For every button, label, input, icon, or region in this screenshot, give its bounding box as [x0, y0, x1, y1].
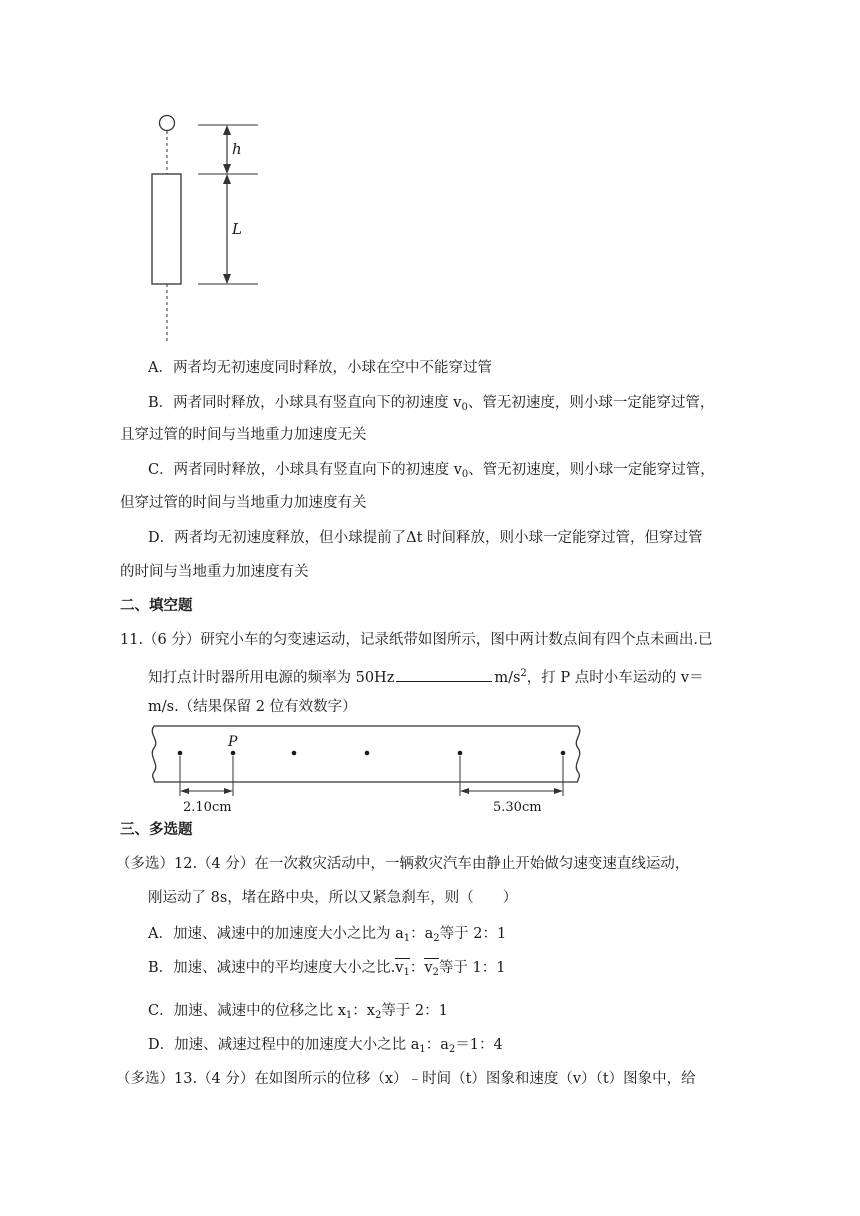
q12-line2: 刚运动了 8s，堵在路中央，所以又紧急刹车，则（ ）: [148, 890, 518, 906]
q10-option-d-line1: D．两者均无初速度释放，但小球提前了Δt 时间释放，则小球一定能穿过管，但穿过管: [148, 530, 703, 546]
q10-option-d-line2: 的时间与当地重力加速度有关: [120, 564, 309, 580]
tape-dot-4: [365, 751, 370, 756]
dist-left-label: 2.10cm: [183, 800, 232, 815]
q10-option-a: A．两者均无初速度同时释放，小球在空中不能穿过管: [148, 360, 492, 376]
tape-dot-p: [231, 751, 236, 756]
q12-line1: （多选）12.（4 分）在一次救灾活动中，一辆救灾汽车由静止开始做匀速变速直线运动，: [116, 856, 690, 872]
label-l: L: [232, 220, 242, 238]
q10-option-c-line1: C．两者同时释放，小球具有竖直向下的初速度 $v_0$、管无初速度，则小球一定能穿过管，: [148, 462, 715, 480]
tape-dot-1: [178, 751, 183, 756]
q13-line1: （多选）13.（4 分）在如图所示的位移（x）﹣时间（t）图象和速度（v）（t）图象中，给: [116, 1071, 696, 1087]
section-2-title: 二、填空题: [120, 598, 193, 614]
q10-option-b-line1: B．两者同时释放，小球具有竖直向下的初速度 $v_0$、管无初速度，则小球一定能穿过管，: [148, 395, 715, 413]
q12-option-c: C．加速、减速中的位移之比 $x_1$：$x_2$等于 2：1: [148, 1003, 448, 1021]
ball: [160, 116, 175, 131]
label-h: h: [232, 140, 242, 158]
section-3-title: 三、多选题: [120, 822, 193, 838]
q11-answer-blank[interactable]: [396, 667, 492, 682]
dist-right-label: 5.30cm: [493, 800, 542, 815]
ball-tube-figure: [140, 110, 270, 345]
q12-option-d: D．加速、减速过程中的加速度大小之比 $a_1$：$a_2=1$：4: [148, 1037, 503, 1055]
tape-dot-5: [458, 751, 463, 756]
v1-bar: $v_1$: [395, 958, 410, 981]
tape-dot-6: [561, 751, 566, 756]
q10-option-b-line2: 且穿过管的时间与当地重力加速度无关: [120, 427, 367, 443]
q11-line2: 知打点计时器所用电源的频率为 50Hz $m/s^2$，打 P 点时小车运动的 v＝: [148, 668, 704, 686]
tape-left-tear: [152, 726, 155, 782]
tape-right-tear: [576, 726, 579, 782]
q12-option-b: B．加速、减速中的平均速度大小之比$.v_1$：$v_2$等于 1：1: [148, 958, 505, 981]
label-p: P: [228, 734, 238, 750]
v2-bar: $v_2$: [424, 958, 439, 981]
q12-option-a: A．加速、减速中的加速度大小之比为 $a_1$：$a_2$等于 2：1: [148, 926, 507, 944]
q11-line3: m/s.（结果保留 2 位有效数字）: [148, 699, 357, 715]
tube: [152, 174, 181, 284]
tape-dot-3: [292, 751, 297, 756]
q11-line1: 11.（6 分）研究小车的匀变速运动，记录纸带如图所示，图中两计数点间有四个点未画出.已: [120, 632, 713, 648]
paper-tape-figure: [148, 722, 588, 820]
q10-option-c-line2: 但穿过管的时间与当地重力加速度有关: [120, 495, 367, 511]
